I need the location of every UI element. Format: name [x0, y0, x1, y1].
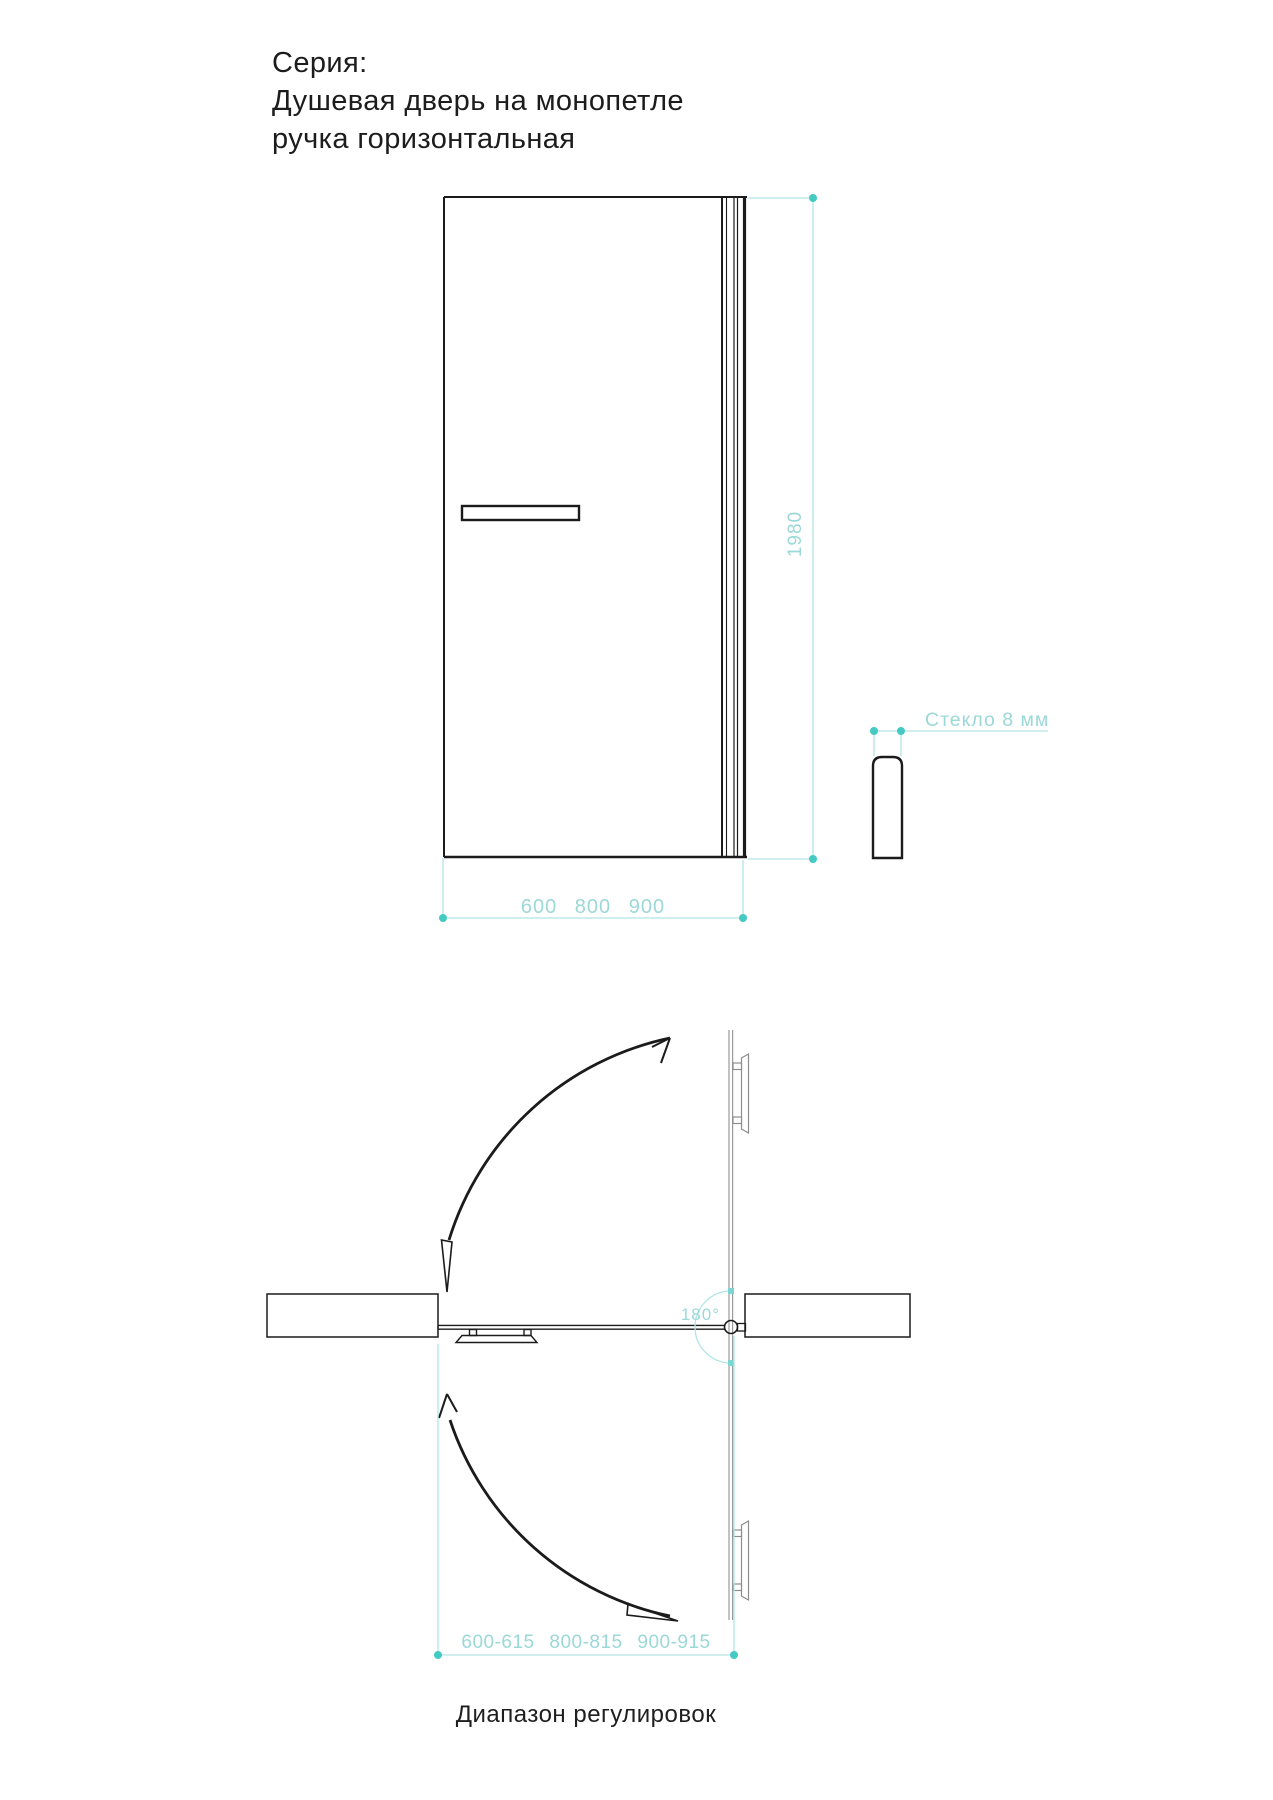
width-dimension	[439, 858, 747, 922]
angle-label: 180°	[680, 1305, 720, 1324]
glass-dimension	[870, 709, 1049, 756]
series-title-line2: Душевая дверь на монопетле	[272, 85, 684, 117]
range-dimension	[434, 1336, 738, 1659]
height-dim-label: 1980	[785, 510, 806, 558]
swing-arc-top	[442, 1038, 671, 1292]
angle-arc-marker-top	[728, 1288, 734, 1294]
front-view	[439, 194, 1049, 922]
angle-dimension	[681, 1288, 734, 1366]
door-outline	[444, 197, 747, 857]
glass-dim-dot-right	[897, 727, 905, 735]
handle-closed-post-1	[470, 1330, 477, 1336]
height-dimension	[748, 194, 817, 863]
handle-closed-bar	[456, 1336, 537, 1343]
angle-arc-marker-bottom	[728, 1360, 734, 1366]
range-dim-label: 600-615 800-815 900-915	[461, 1632, 711, 1653]
pivot-hinge	[725, 1321, 746, 1334]
glass-section-shape	[873, 757, 902, 858]
handle-closed-post-2	[524, 1330, 531, 1336]
wall-right	[745, 1294, 910, 1337]
swing-arc-bottom-arrowhead	[439, 1394, 457, 1418]
wall-profile	[734, 197, 745, 857]
handle-top-post-1	[733, 1063, 742, 1070]
range-dim-dot-left	[434, 1651, 442, 1659]
swing-arc-bottom	[439, 1394, 678, 1621]
angle-arc	[695, 1291, 731, 1363]
height-dim-dot-top	[809, 194, 817, 202]
top-view-caption: Диапазон регулировок	[455, 1701, 717, 1728]
top-view	[267, 1030, 910, 1728]
swing-arc-top-closing-arrow	[442, 1240, 453, 1292]
width-dim-label: 600 800 900	[520, 896, 666, 918]
handle-top-bar	[742, 1054, 749, 1133]
swing-arc-bottom-path	[450, 1420, 670, 1616]
glass-dim-dot-left	[870, 727, 878, 735]
door-open-line	[729, 1030, 733, 1620]
wall-left	[267, 1294, 438, 1337]
series-title-line1: Серия:	[272, 47, 368, 79]
handle-bottom-bar	[742, 1521, 749, 1600]
door-closed	[438, 1325, 725, 1342]
series-title-line3: ручка горизонтальная	[272, 123, 576, 155]
door-handle-front	[462, 506, 579, 520]
handle-top-post-2	[733, 1117, 742, 1124]
handle-open-bottom	[733, 1521, 749, 1600]
height-dim-dot-bottom	[809, 855, 817, 863]
handle-closed-top-view	[456, 1330, 537, 1343]
width-dim-dot-right	[739, 914, 747, 922]
hinge-pivot-circle	[725, 1321, 738, 1334]
glass-thickness-label: Стекло 8 мм	[925, 709, 1050, 731]
glass-cross-section	[870, 709, 1049, 858]
handle-open-top	[733, 1054, 749, 1133]
range-dim-dot-right	[730, 1651, 738, 1659]
width-dim-dot-left	[439, 914, 447, 922]
swing-arc-top-path	[449, 1038, 670, 1240]
swing-arc-bottom-closing-arrow	[627, 1604, 678, 1621]
